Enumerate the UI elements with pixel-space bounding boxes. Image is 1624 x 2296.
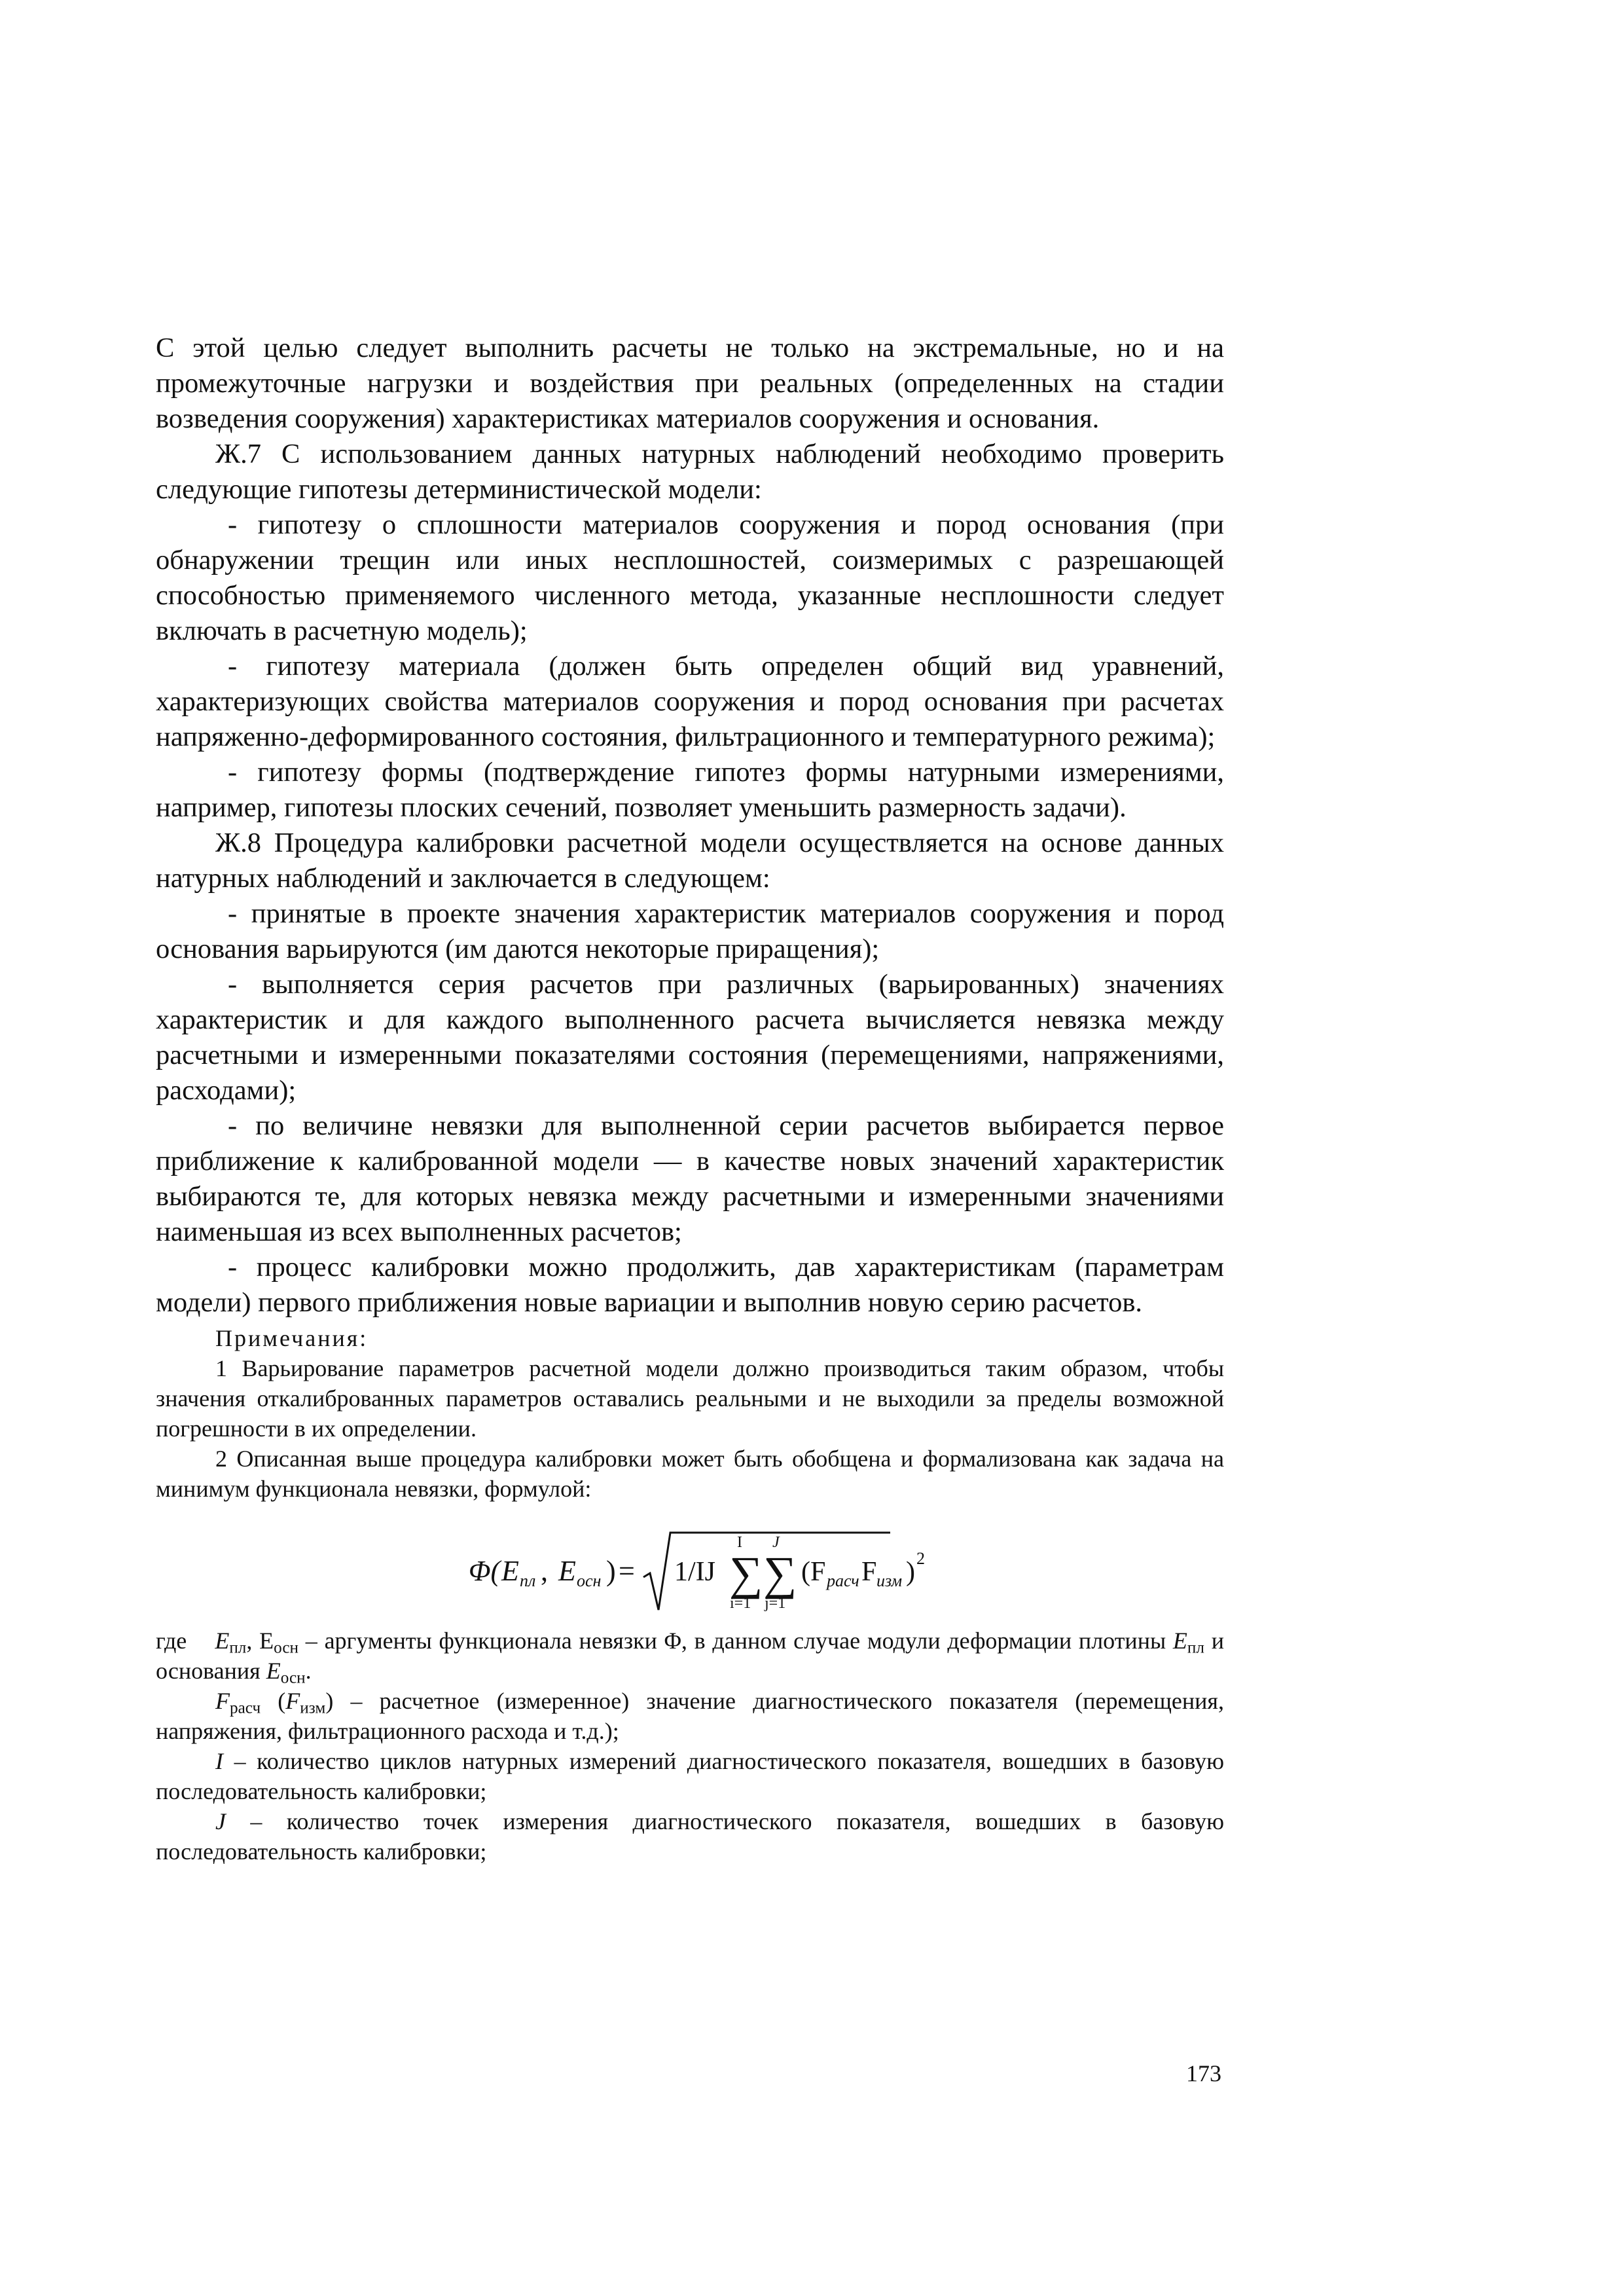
i-def-text: – количество циклов натурных измерений диагностического показателя, вошедших в базовую последовательность калибровки; <box>156 1748 1224 1804</box>
formula-paren-close: ) <box>906 1557 915 1587</box>
formula-func: Φ( <box>469 1555 501 1587</box>
sum2-top: J <box>772 1534 780 1551</box>
sum2-bottom: j=1 <box>765 1595 786 1612</box>
e-osn2: E <box>266 1658 281 1684</box>
definition-i <box>156 1746 1224 1806</box>
paragraph-zh8: Ж.8 Процедура калибровки расчетной модели осуществляется на основе данных натурных наблюдений и заключается в следующем: <box>156 828 1224 894</box>
definition-j <box>156 1806 1224 1867</box>
f-izm: F <box>285 1688 300 1714</box>
paragraph-zh7: Ж.7 С использованием данных натурных наблюдений необходимо проверить следующие гипотезы детерминистической модели: <box>156 439 1224 505</box>
f-izm-sub: изм <box>300 1699 326 1717</box>
definition-f <box>156 1686 1224 1746</box>
formula-paren-open: (F <box>801 1557 826 1587</box>
note-1: 1 Варьирование параметров расчетной модели должно производиться таким образом, чтобы значения откалиброванных параметров оставались реальными и не выходили за пределы возможной погрешности в их определении. <box>156 1355 1224 1442</box>
formula-sep: , <box>541 1555 548 1587</box>
list-item-continuity: - гипотезу о сплошности материалов сооружения и пород основания (при обнаружении трещин или иных несплошностей, соизмеримых с разрешающей способностью применяемого численного метода, указанные несплошности следует включать в расчетную модель); <box>156 509 1224 646</box>
e-pl: E <box>215 1628 230 1654</box>
list-item-continue: - процесс калибровки можно продолжить, дав характеристикам (параметрам модели) первого приближения новые вариации и выполнив новую серию расчетов. <box>156 1252 1224 1318</box>
sum1-top: I <box>737 1534 742 1551</box>
page-number: 173 <box>1186 2060 1221 2086</box>
formula-e2-sub: осн <box>577 1571 602 1590</box>
e-args-text2: и основания <box>156 1628 1224 1684</box>
formula-power: 2 <box>916 1549 925 1568</box>
e-osn2-sub: осн <box>280 1669 306 1687</box>
list-item-first-approx: - по величине невязки для выполненной серии расчетов выбирается первое приближение к калиброванной модели — в качестве новых значений характеристик выбираются те, для которых невязка между расчетными и измеренными значениями наименьшая из всех выполненных расчетов; <box>156 1110 1224 1247</box>
formula-equals: = <box>619 1555 635 1587</box>
formula-e1-sub: пл <box>520 1571 536 1590</box>
notes-title: Примечания: <box>215 1325 369 1351</box>
formula <box>156 1518 1224 1623</box>
formula-f1-sub: расч <box>827 1571 859 1590</box>
e-args-text3: . <box>305 1658 312 1684</box>
formula-f2-sub: изм <box>876 1571 903 1590</box>
paragraph-intro: С этой целью следует выполнить расчеты не только на экстремальные, но и на промежуточные нагрузки и воздействия при реальных (определенных на стадии возведения сооружения) характеристиках материалов сооружения и основания. <box>156 333 1224 434</box>
where-prefix: где <box>156 1628 187 1654</box>
e-pl2: E <box>1172 1628 1187 1654</box>
j-symbol: J <box>215 1808 226 1834</box>
formula-close: ) <box>606 1555 616 1587</box>
e-pl2-sub: пл <box>1187 1639 1204 1657</box>
definition-e-args <box>156 1626 1224 1686</box>
f-def-text: ) – расчетное (измеренное) значение диагностического показателя (перемещения, напряжения, фильтрационного расхода и т.д.); <box>156 1688 1224 1744</box>
formula-svg <box>156 1518 1224 1623</box>
note-2: 2 Описанная выше процедура калибровки может быть обобщена и формализована как задача на минимум функционала невязки, формулой: <box>156 1446 1224 1502</box>
f-open: ( <box>261 1688 286 1714</box>
sum-sign-1: ∑ <box>729 1547 763 1599</box>
list-item-form: - гипотезу формы (подтверждение гипотез формы натурными измерениями, например, гипотезы плоских сечений, позволяет уменьшить размерность задачи). <box>156 757 1224 823</box>
f-raschet-sub: расч <box>230 1699 261 1717</box>
formula-coef: 1/IJ <box>674 1557 715 1587</box>
e-sep: , E <box>246 1628 274 1654</box>
sum1-bottom: i=1 <box>730 1595 751 1612</box>
formula-e2: E <box>558 1555 576 1587</box>
list-item-series: - выполняется серия расчетов при различных (варьированных) значениях характеристик и для каждого выполненного расчета вычисляется невязка между расчетными и измеренными показателями состояния (перемещениями, напряжениями, расходами); <box>156 969 1224 1106</box>
formula-e1: E <box>501 1555 519 1587</box>
i-symbol: I <box>215 1748 223 1774</box>
f-raschet: F <box>215 1688 230 1714</box>
formula-f2: F <box>861 1557 877 1587</box>
list-item-material: - гипотезу материала (должен быть определен общий вид уравнений, характеризующих свойства материалов сооружения и пород основания при расчетах напряженно-деформированного состояния, фильтрационного и температурного режима); <box>156 651 1224 752</box>
e-args-text1: – аргументы функционала невязки Φ, в данном случае модули деформации плотины <box>298 1628 1173 1654</box>
list-item-vary: - принятые в проекте значения характеристик материалов сооружения и пород основания варьируются (им даются некоторые приращения); <box>156 898 1224 964</box>
page-content <box>156 331 1224 1867</box>
e-osn-sub: осн <box>274 1639 299 1657</box>
sum-sign-2: ∑ <box>763 1547 797 1599</box>
body-text <box>156 331 1224 1321</box>
e-pl-sub: пл <box>229 1639 247 1657</box>
j-def-text: – количество точек измерения диагностического показателя, вошедших в базовую последовательность калибровки; <box>156 1808 1224 1865</box>
